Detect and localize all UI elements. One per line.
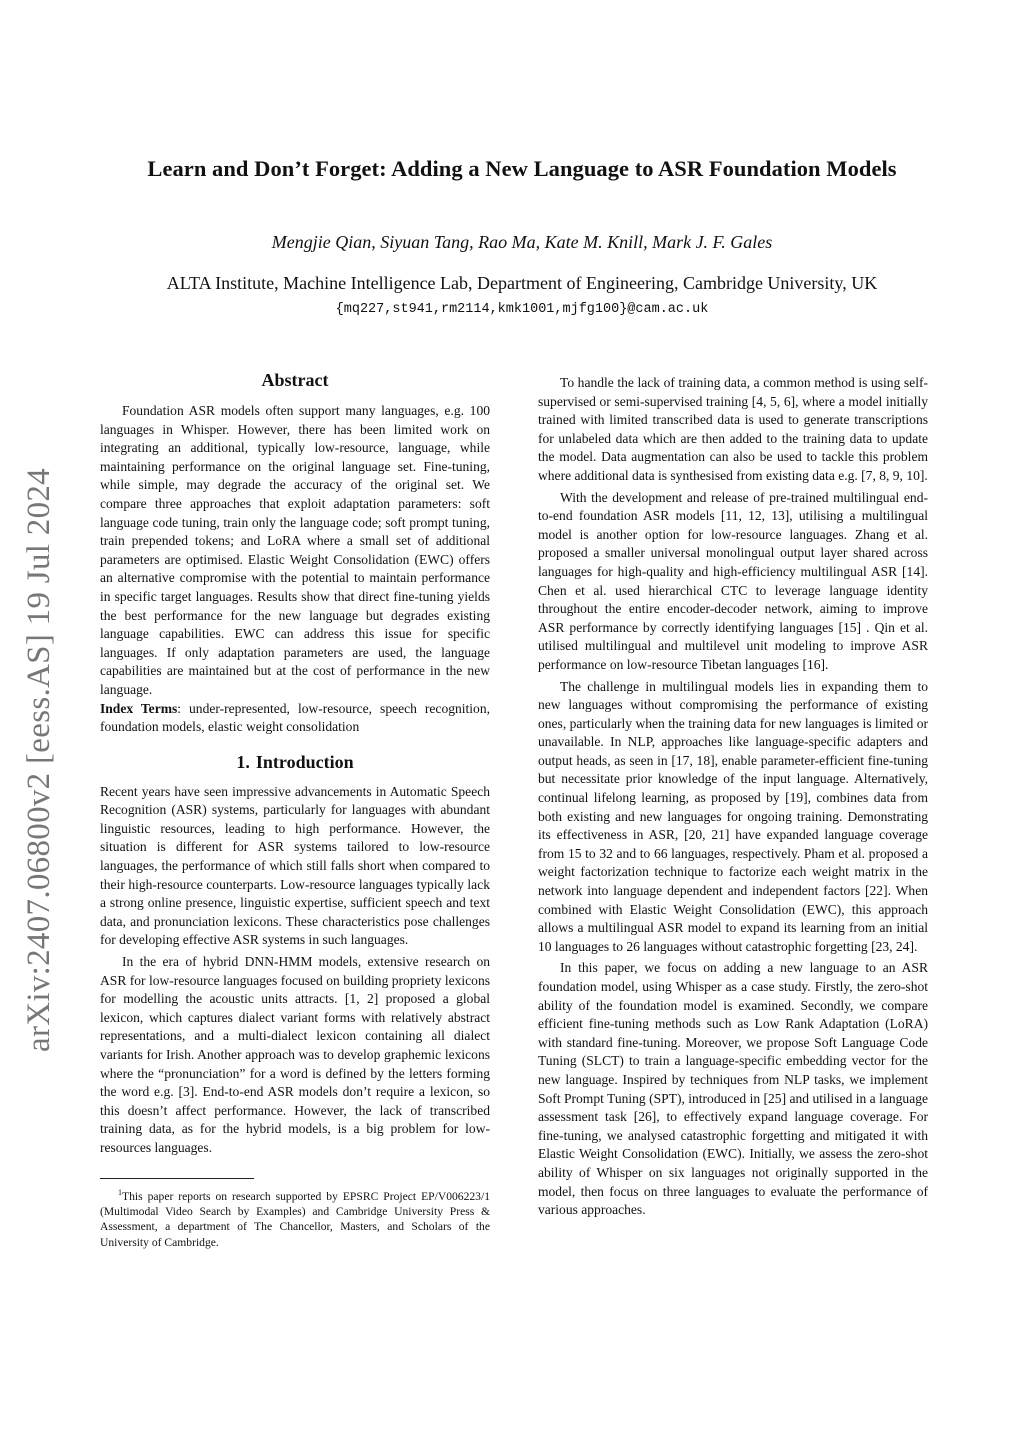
- intro-paragraph-5: The challenge in multilingual models lies in expanding them to new languages without compromising the performance of existing ones, particularly when the training data for new languages is limited or unavailable. In NLP, approaches like language-specific adapters and output heads, as seen in [17, 18], enable parameter-efficient fine-tuning but necessitate prior knowledge of the input language. Alternatively, continual lifelong learning, as proposed by [19], combines data from both existing and new languages for ongoing training. Demonstrating its effectiveness in ASR, [20, 21] have expanded language coverage from 15 to 32 and to 66 languages, respectively. Pham et al. proposed a weight factorization technique to factorize each weight matrix in the network into language dependent and independent factors [22]. When combined with Elastic Weight Consolidation (EWC), this approach allows a multilingual ASR model to expand its learning from an initial 10 languages to 26 languages without catastrophic forgetting [23, 24].: [538, 678, 928, 954]
- author-list: Mengjie Qian, Siyuan Tang, Rao Ma, Kate M. Knill, Mark J. F. Gales: [271, 232, 773, 252]
- right-column: [538, 374, 928, 1220]
- paper-title: Learn and Don’t Forget: Adding a New Language to ASR Foundation Models: [147, 156, 897, 181]
- intro-paragraph-2: In the era of hybrid DNN-HMM models, extensive research on ASR for low-resource languages focused on building propriety lexicons for modelling the acoustic units attracts. [1, 2] proposed a global lexicon, which captures dialect variant forms with relatively abstract representations, and a multi-dialect lexicon containing all dialect variants for Irish. Another approach was to develop graphemic lexicons where the “pronunciation” for a word is defined by the letters forming the word e.g. [3]. End-to-end ASR models don’t require a lexicon, so this doesn’t affect performance. However, the lack of transcribed training data, as for the hybrid models, is a big problem for low-resources languages.: [100, 954, 490, 1155]
- intro-paragraph-1: Recent years have seen impressive advancements in Automatic Speech Recognition (ASR) systems, particularly for languages with abundant linguistic resources, leading to high performance. However, the situation is different for ASR systems tailored to low-resource languages, the performance of which still falls short when compared to their high-resource counterparts. Low-resource languages typically lack a strong online presence, linguistic expertise, sufficient speech and text data, and pronunciation lexicons. These characteristics pose challenges for developing effective ASR systems in such languages.: [100, 783, 490, 948]
- footnote: [100, 1185, 490, 1250]
- author-emails: {mq227,st941,rm2114,kmk1001,mjfg100}@cam.ac.uk: [335, 302, 709, 317]
- footnote-text: This paper reports on research supported by EPSRC Project EP/V006223/1 (Multimodal Video Search by Examples) and Cambridge University Press & Assessment, a department of The Chancellor, Masters, and Scholars of the University of Cambridge.: [100, 1189, 490, 1249]
- footnote-rule: [100, 1178, 254, 1179]
- left-column: [100, 368, 490, 1250]
- intro-paragraph-6: In this paper, we focus on adding a new language to an ASR foundation model, using Whisper as a case study. Firstly, the zero-shot ability of the foundation model is examined. Secondly, we compare efficient fine-tuning methods such as Low Rank Adaptation (LoRA) with standard fine-tuning. Moreover, we propose Soft Language Code Tuning (SLCT) to train a language-specific embedding vector for the new language. Inspired by techniques from NLP tasks, we implement Soft Prompt Tuning (SPT), introduced in [25] and utilised in a language assessment task [26], to effectively expand language coverage. For fine-tuning, we analysed catastrophic forgetting and mitigated it with Elastic Weight Consolidation (EWC). Initially, we assess the zero-shot ability of Whisper on six languages not originally supported in the model, then focus on three languages to evaluate the performance of various approaches.: [538, 960, 928, 1218]
- section-title: Introduction: [255, 751, 354, 772]
- abstract-text: Foundation ASR models often support many languages, e.g. 100 languages in Whisper. However, there has been limited work on integrating an additional, typically low-resource, language, while maintaining performance on the original language set. Fine-tuning, while simple, may degrade the accuracy of the original set. We compare three approaches that exploit adaptation parameters: soft language code tuning, train only the language code; soft prompt tuning, train prepended tokens; and LoRA where a small set of additional parameters are optimised. Elastic Weight Consolidation (EWC) offers an alternative compromise with the potential to maintain performance in specific target languages. Results show that direct fine-tuning yields the best performance for the new language but degrades existing language capabilities. EWC can address this issue for specific languages. If only adaptation parameters are used, the language capabilities are maintained but at the cost of performance in the new language.: [100, 403, 490, 697]
- abstract-heading: Abstract: [261, 370, 329, 390]
- introduction-heading: [100, 750, 490, 774]
- intro-paragraph-4: With the development and release of pre-trained multilingual end-to-end foundation ASR models [11, 12, 13], utilising a multilingual model is another option for low-resource languages. Zhang et al. proposed a smaller universal monolingual output layer shared across languages for high-quality and high-efficiency multilingual ASR [14]. Chen et al. used hierarchical CTC to leverage language identity throughout the entire encoder-decoder network, aiming to improve ASR performance by correctly identifying languages [15] . Qin et al. utilised multilingual and multilevel unit modeling to improve ASR performance on low-resource Tibetan languages [16].: [538, 489, 928, 672]
- index-terms-text: : under-represented, low-resource, speech recognition, foundation models, elastic weight consolidation: [100, 700, 490, 735]
- footnote-mark: 1: [118, 1187, 122, 1197]
- arxiv-identifier: arXiv:2407.06800v2 [eess.AS] 19 Jul 2024: [21, 468, 57, 1052]
- index-terms: [100, 700, 490, 737]
- index-terms-label: Index Terms: [100, 700, 178, 716]
- affiliation: ALTA Institute, Machine Intelligence Lab, Department of Engineering, Cambridge University, UK: [166, 273, 878, 293]
- section-number: 1.: [236, 751, 250, 772]
- intro-paragraph-3: To handle the lack of training data, a common method is using self-supervised or semi-supervised training [4, 5, 6], where a model initially trained with limited transcribed data is used to generate transcriptions for unlabeled data which are then added to the training data to update the model. Data augmentation can also be used to tackle this problem where additional data is synthesised from existing data e.g. [7, 8, 9, 10].: [538, 375, 928, 483]
